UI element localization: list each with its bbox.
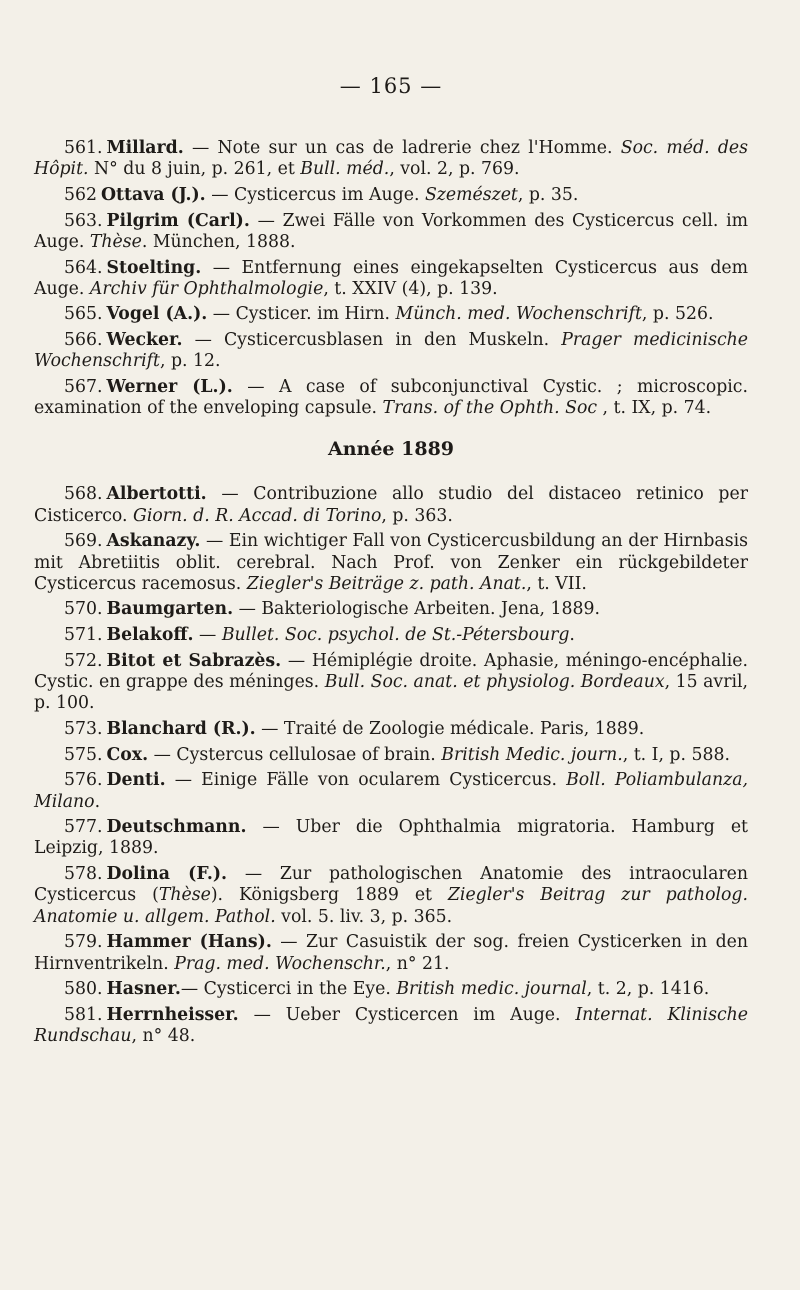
entry-text: — Zwei Fälle von Vorkommen des Cysticercus cell. im Auge. (34, 210, 749, 252)
entry-author: Cox. (106, 744, 149, 765)
entry-details: , 15 avril, p. 100. (34, 672, 748, 714)
entry-number: 567. (64, 377, 103, 398)
bibliography-entry (34, 377, 748, 419)
entry-author: Wecker. (106, 330, 183, 351)
entry-source: Thèse (89, 231, 142, 252)
entry-author: Millard. (106, 138, 184, 158)
entry-author: Herrnheisser. (106, 1004, 239, 1025)
entry-author: Dolina (F.). (106, 864, 228, 885)
entry-number: 575. (64, 744, 103, 765)
bibliography-entry (34, 745, 748, 766)
entry-number: 563. (64, 210, 103, 231)
entry-number: 566. (64, 330, 103, 351)
entry-number: 569. (64, 531, 103, 552)
entry-author: Albertotti. (106, 484, 207, 505)
entry-text: — Ueber Cysticercen im Auge. (238, 1004, 576, 1025)
entry-author: Hammer (Hans). (106, 932, 272, 953)
entry-text: — Note sur un cas de ladrerie chez l'Homme. (183, 138, 621, 158)
section-title-year: Année 1889 (327, 438, 455, 461)
bibliography-entry (34, 979, 748, 1000)
entry-number: 561. (64, 138, 103, 158)
entry-number: 579. (64, 932, 103, 953)
entry-author: Bitot et Sabrazès. (106, 650, 282, 671)
entry-source-secondary: Ziegler's Beitrag zur patholog. Anatomie u. allgem. Pathol. (34, 885, 748, 927)
bibliography-entry (34, 817, 748, 859)
entry-source-secondary: Bull. méd. (300, 159, 390, 180)
entry-source: British Medic. journ. (441, 744, 623, 765)
entry-number: 576. (64, 770, 103, 791)
entry-details: , t. VII. (526, 573, 587, 594)
entry-author: Baumgarten. (106, 599, 234, 620)
bibliography-entry (34, 330, 748, 372)
entry-source: Münch. med. Wochenschrift (395, 304, 642, 325)
bibliography-entry (34, 625, 748, 646)
bibliography-entry (34, 185, 748, 206)
entry-number: 562 (64, 184, 97, 205)
entry-details: ). Königsberg 1889 et (210, 885, 448, 906)
entry-details: , p. 35. (517, 184, 579, 205)
entry-details: , n° 48. (131, 1026, 196, 1047)
entry-text: — Cysticer. im Hirn. (207, 304, 396, 325)
entry-details: , t. IX, p. 74. (597, 398, 712, 419)
entry-source: Thèse (158, 885, 211, 906)
entry-author: Stoelting. (106, 257, 202, 278)
entry-text: — Uber die Ophthalmia migratoria. Hamburg et Leipzig, 1889. (34, 817, 748, 859)
entry-source: Ziegler's Beiträge z. path. Anat. (246, 573, 527, 594)
entry-author: Ottava (J.). (101, 184, 206, 205)
bibliography-entry (34, 138, 748, 180)
entry-source: Bull. Soc. anat. et physiolog. Bordeaux (324, 672, 665, 693)
entry-number: 570. (64, 599, 103, 620)
entry-details: , t. 2, p. 1416. (586, 979, 710, 1000)
entry-text: — Cysticerci in the Eye. (180, 979, 397, 1000)
entry-number: 572. (64, 650, 103, 671)
entry-source: Soc. méd. des Hôpit. (34, 138, 748, 180)
entry-author: Askanazy. (106, 531, 201, 552)
entry-number: 573. (64, 718, 103, 739)
entry-text: — Cysticercus im Auge. (205, 184, 425, 205)
entry-source: Prag. med. Wochenschr. (174, 953, 386, 974)
entry-number: 580. (64, 979, 103, 1000)
entry-number: 565. (64, 304, 103, 325)
entry-text: — A case of subconjunctival Cystic. ; microscopic. examination of the enveloping capsule. (34, 377, 748, 419)
entry-author: Blanchard (R.). (106, 718, 256, 739)
entry-text: — Zur Casuistik der sog. freien Cysticerken in den Hirnventrikeln. (34, 932, 748, 974)
entry-source: Internat. Klinische Rundschau (34, 1004, 748, 1047)
entry-author: Deutschmann. (106, 817, 247, 838)
entry-source: Giorn. d. R. Accad. di Torino (133, 505, 382, 526)
entry-text: — Cysticercusblasen in den Muskeln. (182, 330, 562, 351)
page-number: — 165 — (339, 74, 443, 98)
entry-number: 581. (64, 1004, 103, 1025)
entry-source: Trans. of the Ophth. Soc (382, 398, 598, 419)
entry-text: — Zur pathologischen Anatomie des intraocularen Cysticercus ( (34, 864, 748, 906)
entry-number: 578. (64, 864, 103, 885)
entry-text: — Contribuzione allo studio del distaceo retinico per Cisticerco. (34, 484, 748, 526)
entry-author: Denti. (106, 770, 166, 791)
entry-number: 571. (64, 625, 103, 646)
bibliography-list-1889 (34, 484, 748, 1047)
entry-text: — Bakteriologische Arbeiten. Jena, 1889. (233, 599, 601, 620)
entry-text: — Cystercus cellulosae of brain. (148, 744, 442, 765)
bibliography-entry (34, 719, 748, 740)
bibliography-entry (34, 1005, 748, 1047)
entry-text: — Hémiplégie droite. Aphasie, méningo-encéphalie. Cystic. en grappe des méninges. (34, 650, 748, 693)
bibliography-entry (34, 932, 748, 974)
entry-details: , p. 363. (381, 505, 453, 526)
entry-author: Vogel (A.). (106, 304, 208, 325)
entry-details: , n° 21. (385, 953, 450, 974)
entry-text: — Einige Fälle von ocularem Cysticercus. (165, 770, 567, 791)
entry-author: Belakoff. (106, 625, 194, 646)
bibliography-entry (34, 531, 748, 595)
entry-text: — Ein wichtiger Fall von Cysticercusbildung an der Hirnbasis mit Abretiitis oblit. cerebral. Nach Prof. von Zenker ein rückgebildeter Cysticercus racemosus. (34, 531, 748, 594)
entry-details-secondary: vol. 5. liv. 3, p. 365. (275, 906, 453, 927)
entry-source: Boll. Poliambulanza, Milano (34, 770, 748, 812)
bibliography-entry (34, 258, 748, 300)
entry-source: Archiv für Ophthalmologie (89, 278, 324, 299)
bibliography-list-1888 (34, 138, 748, 419)
entry-details: . (569, 625, 575, 646)
entry-details: N° du 8 juin, p. 261, et (88, 159, 301, 180)
bibliography-entry (34, 484, 748, 526)
entry-author: Hasner. (106, 979, 181, 1000)
entry-details: , t. I, p. 588. (622, 744, 730, 765)
entry-text: — Entfernung eines eingekapselten Cysticercus aus dem Auge. (34, 257, 748, 299)
bibliography-entry (34, 770, 748, 812)
bibliography-entry (34, 599, 748, 620)
bibliography-entry (34, 651, 748, 715)
entry-text: — (193, 625, 222, 646)
entry-details: , p. 526. (641, 304, 714, 325)
bibliography-entry (34, 864, 748, 928)
entry-number: 564. (64, 257, 103, 278)
bibliography-entry (34, 304, 748, 325)
entry-text: — Traité de Zoologie médicale. Paris, 1889. (255, 718, 645, 739)
entry-source: Prager medicinische Wochenschrift (34, 330, 748, 372)
entry-source: Szemészet (424, 184, 518, 205)
entry-author: Pilgrim (Carl). (106, 210, 250, 231)
entry-details: . (94, 791, 101, 812)
entry-author: Werner (L.). (106, 377, 233, 398)
entry-source: British medic. journal (396, 979, 587, 1000)
entry-number: 577. (64, 817, 103, 838)
entry-details: . München, 1888. (141, 231, 296, 252)
bibliography-entry (34, 211, 748, 253)
entry-details: , p. 12. (159, 351, 221, 372)
entry-number: 568. (64, 484, 103, 505)
entry-details-secondary: , vol. 2, p. 769. (389, 159, 520, 180)
entry-details: , t. XXIV (4), p. 139. (323, 278, 498, 299)
entry-source: Bullet. Soc. psychol. de St.-Pétersbourg (221, 625, 570, 646)
